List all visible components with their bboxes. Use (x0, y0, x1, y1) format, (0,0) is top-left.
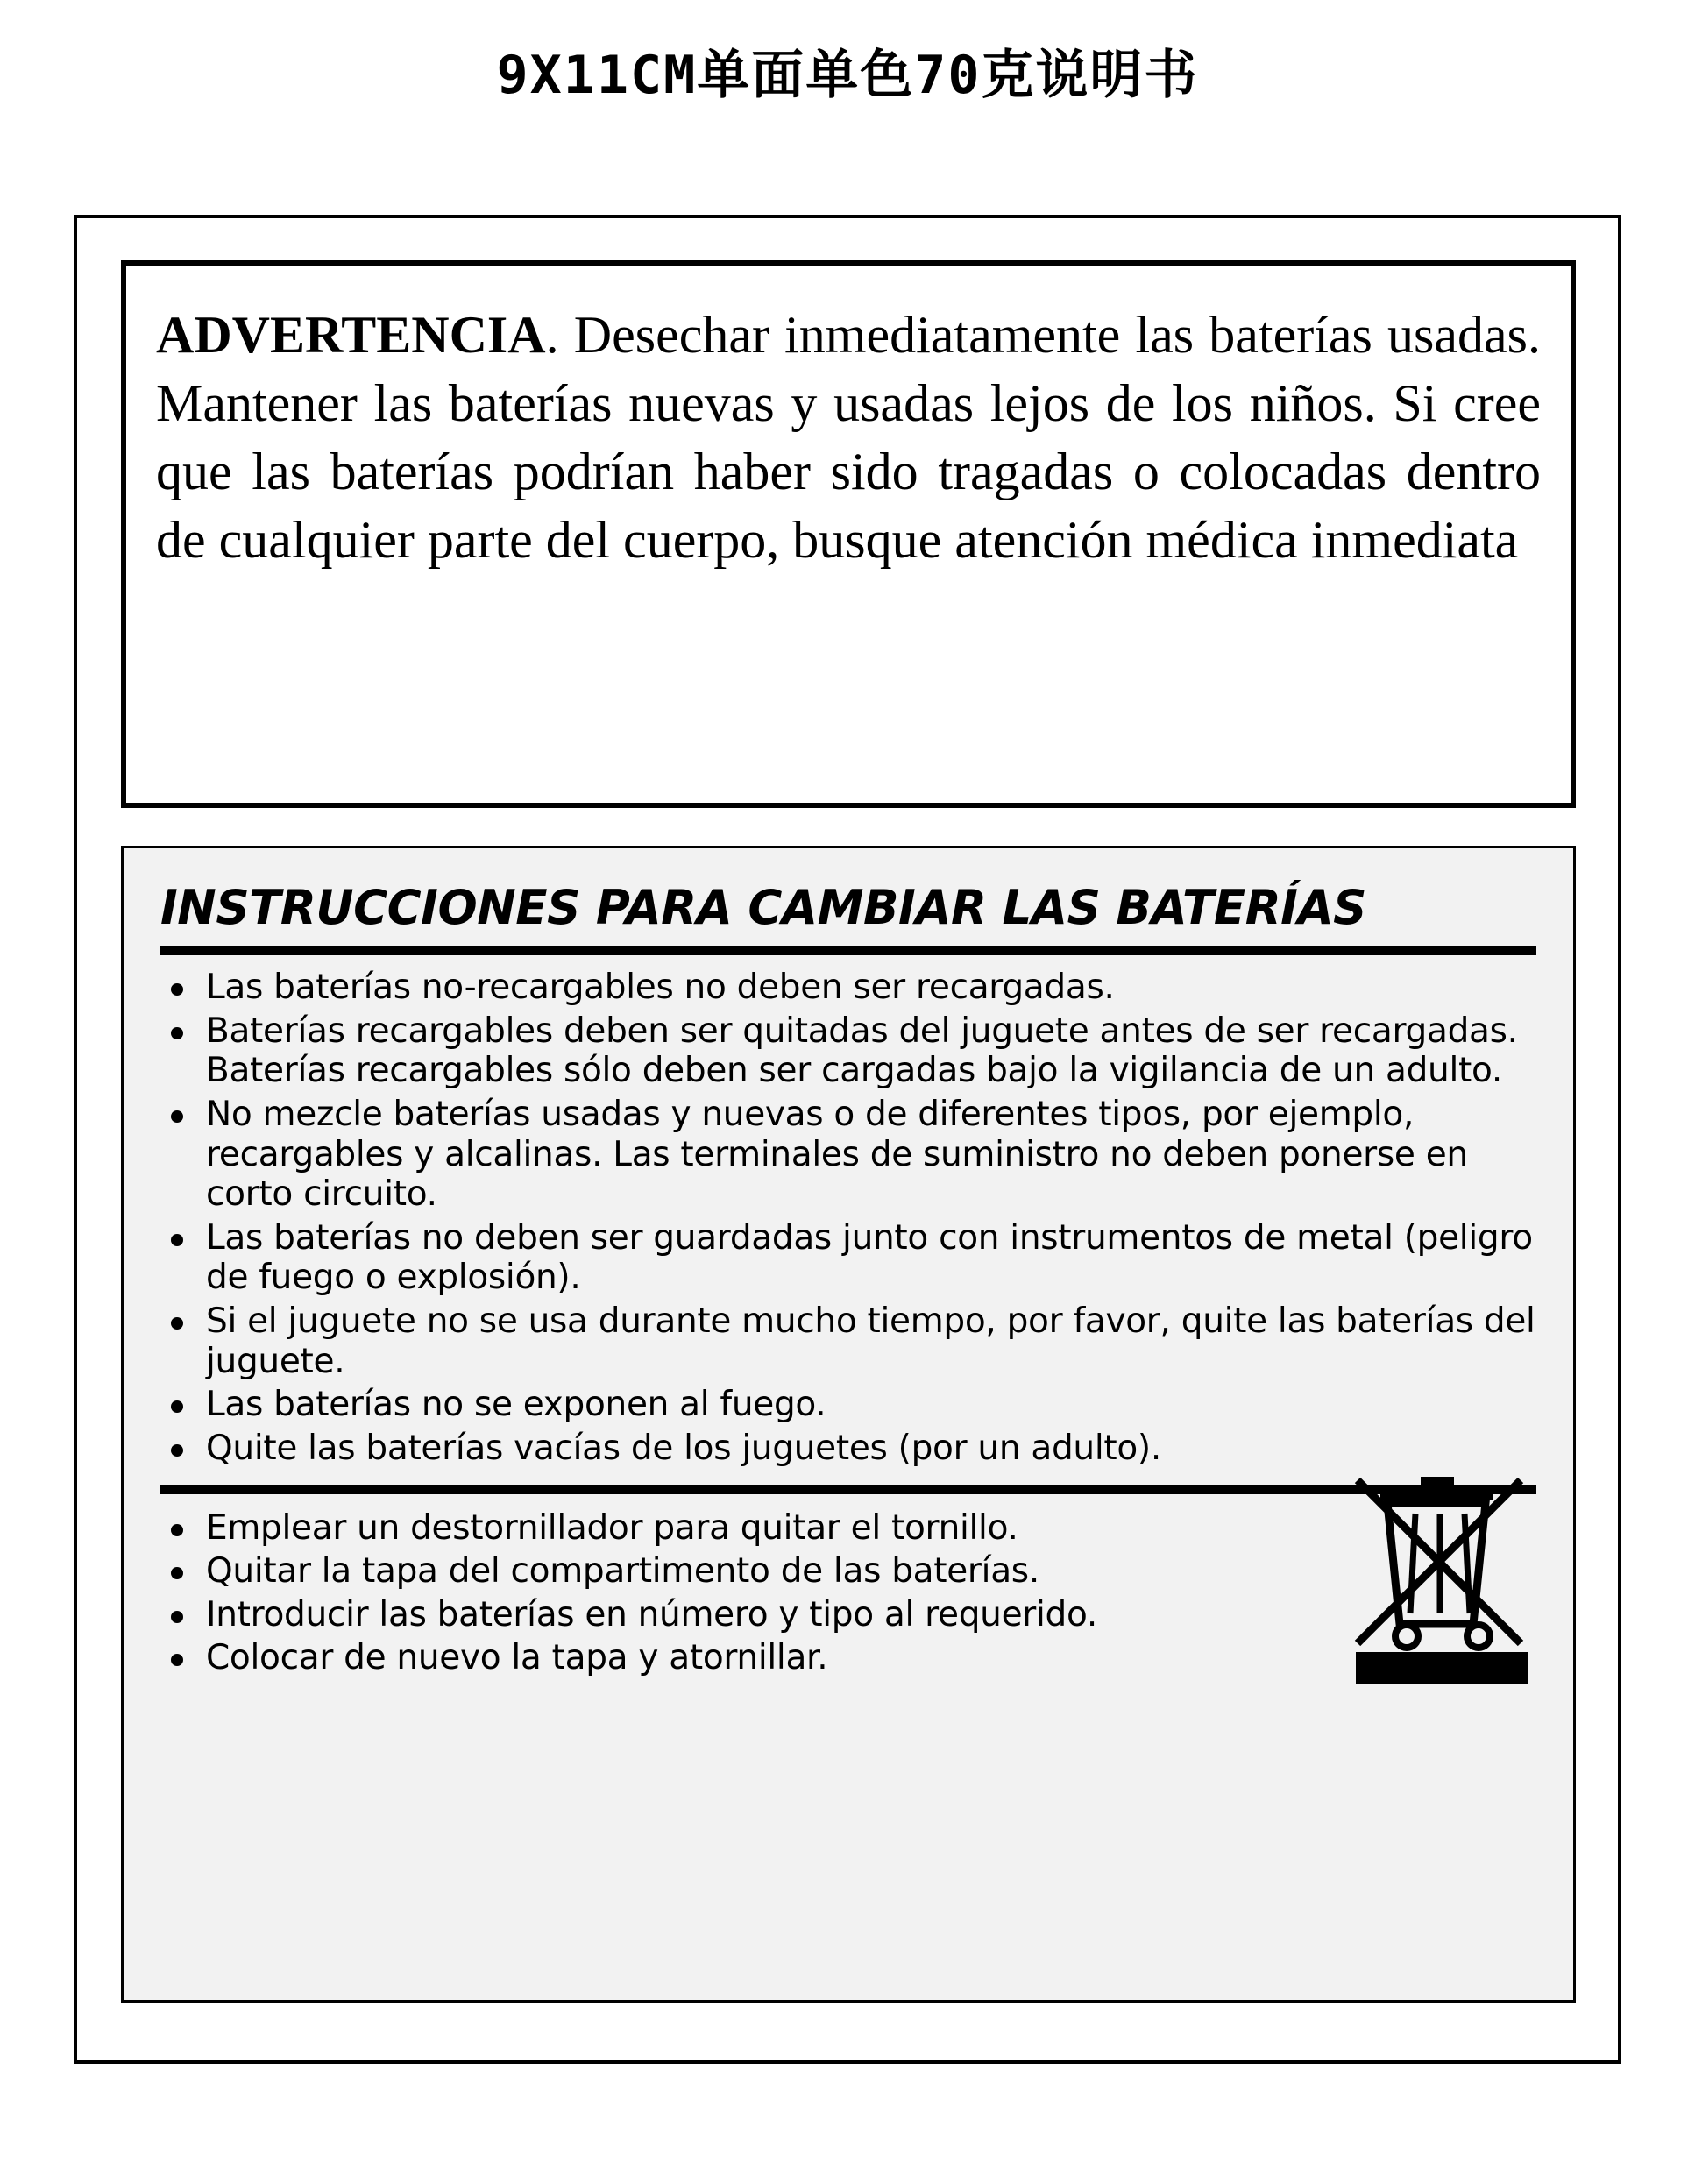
page-title: 9X11CM单面单色70克说明书 (496, 45, 1199, 106)
list-item: Las baterías no se exponen al fuego. (160, 1385, 1536, 1425)
list-item: Las baterías no deben ser guardadas junto con instrumentos de metal (peligro de fuego o explosión). (160, 1218, 1536, 1298)
list-item: Colocar de nuevo la tapa y atornillar. (160, 1638, 1273, 1678)
warning-paragraph (156, 301, 1541, 574)
warning-panel (121, 260, 1576, 808)
list-item: Emplear un destornillador para quitar el tornillo. (160, 1508, 1273, 1549)
heading-divider (160, 946, 1536, 955)
list-item: Quitar la tapa del compartimento de las baterías. (160, 1551, 1273, 1592)
list-item: Introducir las baterías en número y tipo al requerido. (160, 1595, 1273, 1635)
procedure-section (160, 1508, 1536, 1679)
solid-bar-marker (1356, 1652, 1528, 1684)
procedure-instructions-list (160, 1508, 1273, 1679)
list-item: Si el juguete no se usa durante mucho tiempo, por favor, quite las baterías del juguete. (160, 1301, 1536, 1381)
crossed-out-wheeled-bin-icon (1349, 1464, 1533, 1684)
section-divider (160, 1485, 1536, 1494)
warning-body-text: . Desechar inmediatamente las baterías usadas. Mantener las baterías nuevas y usadas lejos de los niños. Si cree que las baterías podrían haber sido tragadas o colocadas dentro de cualquier parte del cuerpo, busque atención médica inmediata (156, 306, 1541, 569)
list-item: Las baterías no-recargables no deben ser recargadas. (160, 968, 1536, 1008)
list-item: Baterías recargables deben ser quitadas del juguete antes de ser recargadas. Baterías recargables sólo deben ser cargadas bajo la vigilancia de un adulto. (160, 1011, 1536, 1091)
list-item: No mezcle baterías usadas y nuevas o de diferentes tipos, por ejemplo, recargables y alcalinas. Las terminales de suministro no deben ponerse en corto circuito. (160, 1095, 1536, 1215)
instructions-panel (121, 846, 1576, 2003)
warning-lead-label: ADVERTENCIA (156, 306, 546, 364)
content-frame (74, 215, 1621, 2064)
instructions-heading: INSTRUCCIONES PARA CAMBIAR LAS BATERÍAS (160, 880, 1366, 935)
list-item: Quite las baterías vacías de los juguetes (por un adulto). (160, 1429, 1536, 1469)
safety-instructions-list (160, 968, 1536, 1469)
